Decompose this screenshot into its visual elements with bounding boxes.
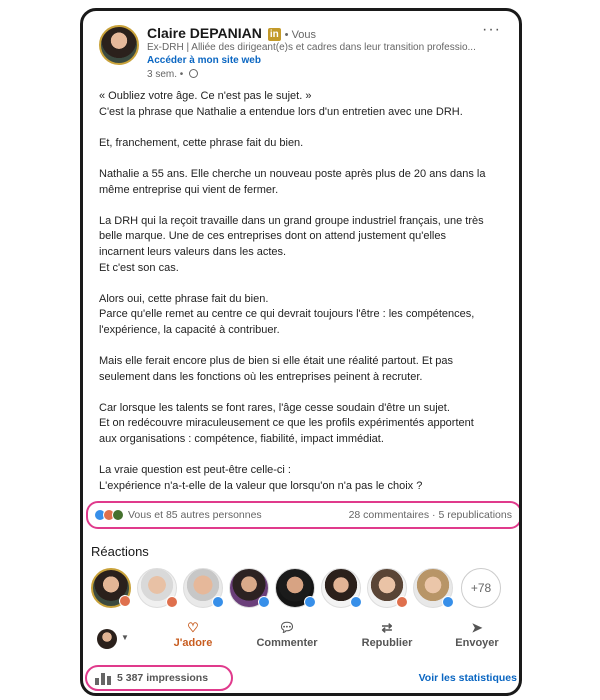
reaction-icons[interactable] bbox=[94, 509, 128, 522]
reactor-avatar[interactable] bbox=[413, 568, 453, 608]
post-line: Et c'est son cas. bbox=[99, 261, 179, 274]
impressions-count: 5 387 impressions bbox=[117, 672, 209, 684]
reactions-count[interactable]: Vous et 85 autres personnes bbox=[128, 509, 262, 521]
action-bar bbox=[83, 619, 519, 663]
actor-avatar[interactable] bbox=[97, 629, 117, 649]
post-line: même entreprise qui vient de fermer. bbox=[99, 183, 279, 196]
post-line: belle marque. Une de ces entreprises dont on attend justement qu'elles bbox=[99, 230, 446, 243]
more-options-icon[interactable]: ··· bbox=[482, 21, 501, 38]
send-icon: ➤ bbox=[471, 620, 483, 635]
reactor-avatars bbox=[91, 568, 521, 612]
linkedin-premium-icon: in bbox=[268, 28, 281, 41]
repost-icon: ⇄ bbox=[381, 620, 393, 635]
post-spacer bbox=[99, 339, 511, 355]
send-button[interactable] bbox=[447, 619, 507, 649]
author-name-row[interactable] bbox=[147, 25, 316, 41]
impressions-badge[interactable] bbox=[85, 665, 233, 691]
reactor-avatar[interactable] bbox=[367, 568, 407, 608]
send-label: Envoyer bbox=[455, 637, 499, 649]
website-link[interactable]: Accéder à mon site web bbox=[147, 55, 261, 66]
post-line: seulement dans les fonctions où les entreprises peinent à recruter. bbox=[99, 370, 423, 383]
comment-label: Commenter bbox=[256, 637, 318, 649]
post-line: La vraie question est peut-être celle-ci : bbox=[99, 464, 291, 477]
reactor-avatar[interactable] bbox=[321, 568, 361, 608]
more-reactors-button[interactable]: +78 bbox=[461, 568, 501, 608]
post-time-text: 3 sem. • bbox=[147, 69, 184, 80]
chevron-down-icon[interactable]: ▼ bbox=[121, 633, 129, 642]
post-line: Parce qu'elle remet au centre ce qui devrait toujours l'être : les compétences, bbox=[99, 308, 475, 321]
post-line: Nathalie a 55 ans. Elle cherche un nouveau poste après plus de 20 ans dans la bbox=[99, 167, 486, 180]
post-spacer bbox=[99, 276, 511, 292]
author-avatar[interactable] bbox=[99, 25, 139, 65]
post-line: Alors oui, cette phrase fait du bien. bbox=[99, 292, 269, 305]
repost-button[interactable] bbox=[355, 619, 419, 649]
post-line: l'expérience, la capacité à contribuer. bbox=[99, 323, 280, 336]
post-spacer bbox=[99, 151, 511, 167]
post-spacer bbox=[99, 385, 511, 401]
love-label: J'adore bbox=[173, 637, 213, 649]
heart-icon: ♡ bbox=[187, 620, 199, 635]
post-line: incarnent leurs valeurs dans les actes. bbox=[99, 245, 287, 258]
reactor-avatar[interactable] bbox=[183, 568, 223, 608]
post-line: L'expérience n'a-t-elle de la valeur que lorsqu'on n'a pas le choix ? bbox=[99, 479, 423, 492]
reactor-avatar[interactable] bbox=[91, 568, 131, 608]
bar-chart-icon bbox=[95, 673, 111, 685]
reactor-avatar[interactable] bbox=[137, 568, 177, 608]
post-time bbox=[147, 69, 198, 80]
reactor-avatar[interactable] bbox=[229, 568, 269, 608]
post-line: Car lorsque les talents se font rares, l'âge cesse soudain d'être un sujet. bbox=[99, 401, 450, 414]
post-card bbox=[80, 8, 522, 696]
post-spacer bbox=[99, 120, 511, 136]
post-line: « Oubliez votre âge. Ce n'est pas le sujet. » bbox=[99, 90, 312, 102]
reactor-avatar[interactable] bbox=[275, 568, 315, 608]
post-line: La DRH qui la reçoit travaille dans un grand groupe industriel français, une très bbox=[99, 214, 484, 227]
author-headline: Ex-DRH | Alliée des dirigeant(e)s et cadres dans leur transition professio... bbox=[147, 42, 476, 53]
post-line: Et on redécouvre miraculeusement ce que les profils expérimentés apportent bbox=[99, 417, 474, 430]
post-line: C'est la phrase que Nathalie a entendue lors d'un entretien avec une DRH. bbox=[99, 105, 463, 118]
comments-reposts-count[interactable]: 28 commentaires · 5 republications bbox=[348, 509, 512, 521]
repost-label: Republier bbox=[361, 637, 413, 649]
reactions-title: Réactions bbox=[91, 544, 149, 559]
post-line: aux organisations : compétence, fiabilité, impact immédiat. bbox=[99, 433, 384, 446]
connection-degree: • Vous bbox=[284, 29, 317, 41]
post-spacer bbox=[99, 198, 511, 214]
love-button[interactable] bbox=[163, 619, 223, 649]
view-stats-link[interactable]: Voir les statistiques bbox=[418, 672, 517, 684]
comment-icon: 💬︎ bbox=[278, 620, 296, 635]
author-name[interactable]: Claire DEPANIAN bbox=[147, 25, 262, 41]
social-counts-bar bbox=[86, 501, 522, 529]
comment-button[interactable] bbox=[251, 619, 323, 649]
celebrate-reaction-icon bbox=[112, 509, 124, 521]
globe-icon bbox=[189, 69, 198, 78]
post-body bbox=[99, 89, 511, 494]
post-line: Mais elle ferait encore plus de bien si elle était une réalité partout. Et pas bbox=[99, 355, 454, 368]
post-line: Et, franchement, cette phrase fait du bien. bbox=[99, 136, 304, 149]
post-spacer bbox=[99, 448, 511, 464]
